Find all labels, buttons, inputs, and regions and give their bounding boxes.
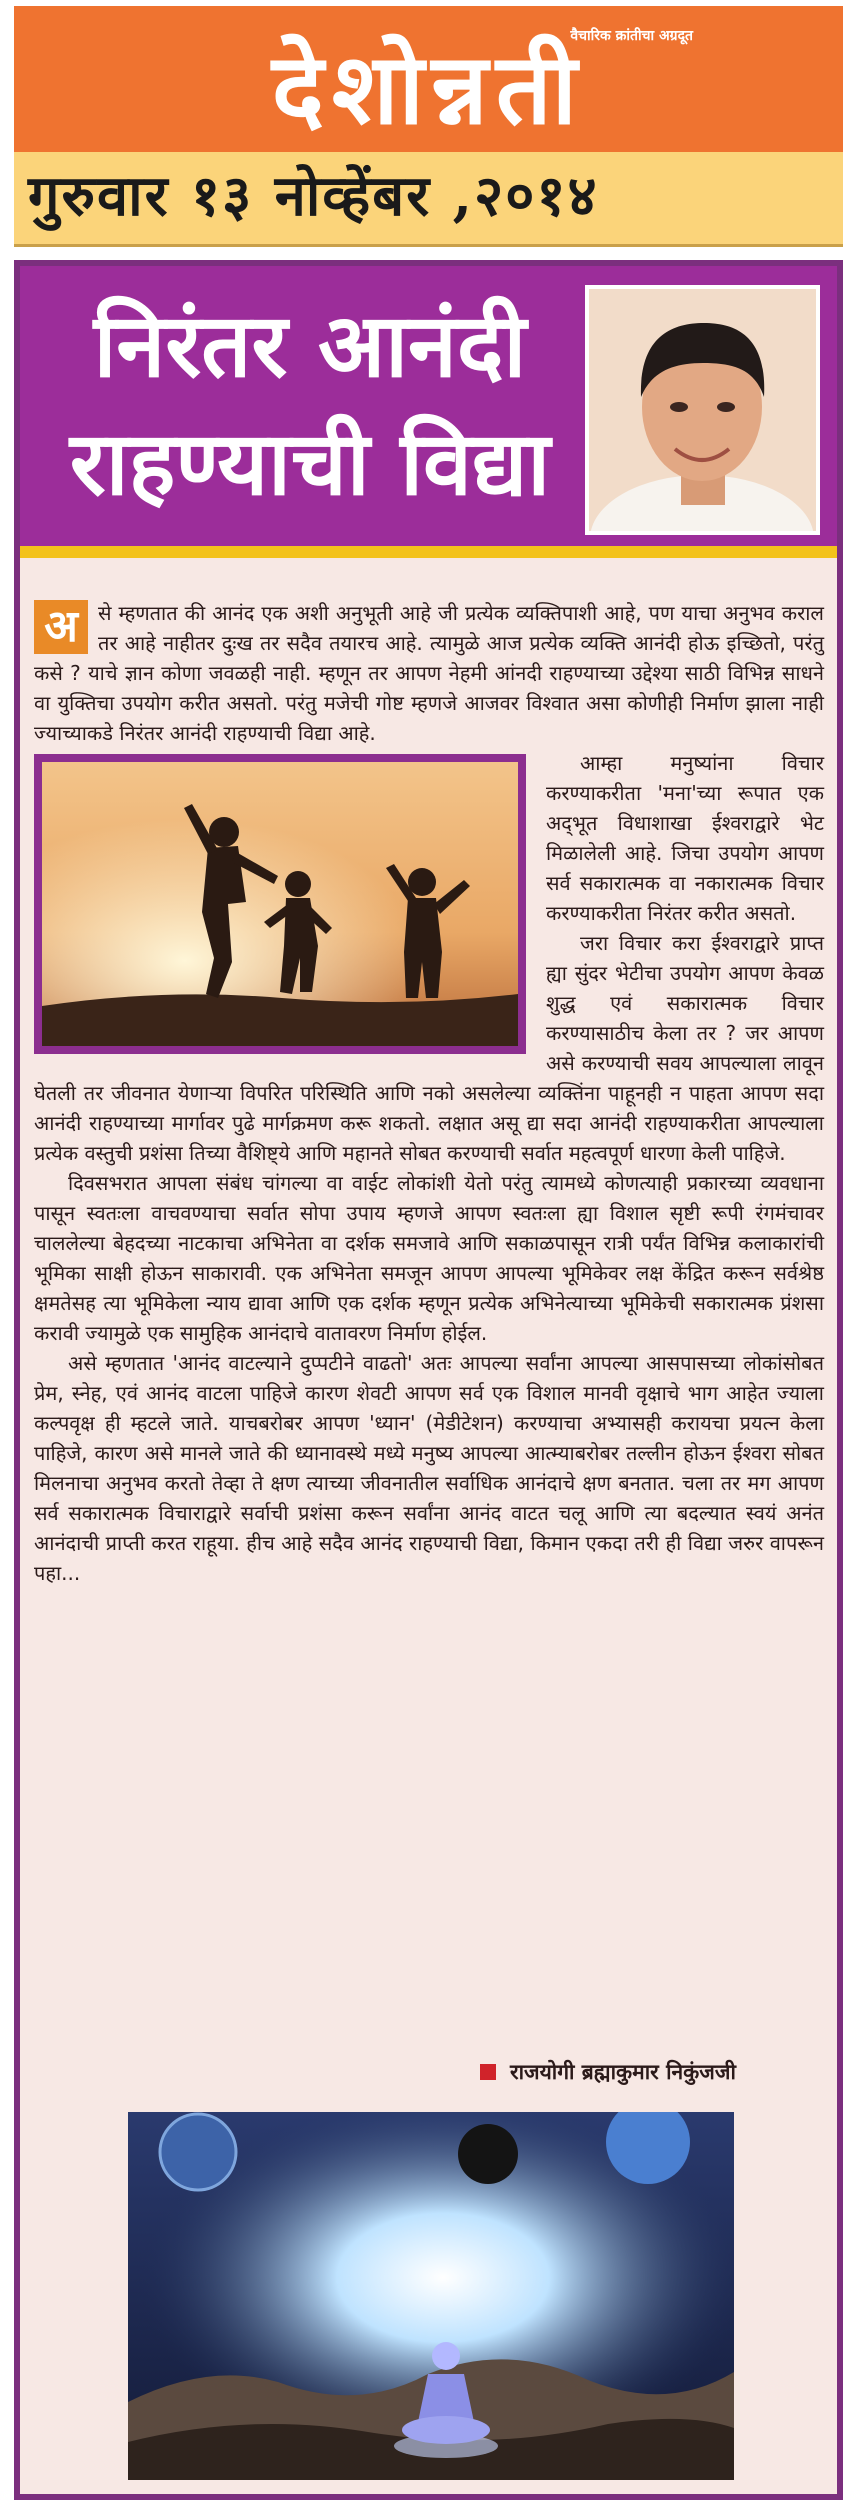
article-title bbox=[50, 286, 570, 522]
paragraph-3: जरा विचार करा ईश्वराद्वारे प्राप्त ह्या सुंदर भेटीचा उपयोग आपण केवळ शुद्ध एवं सकारात्मक विचार करण्यासाठीच केला तर ? जर आपण असे करण्याची सवय आपल्याला लावून घेतली तर जीवनात येणाऱ्या विपरित परिस्थिति आणि नको असलेल्या व्यक्तिंना पाहूनही न पाहता आपण सदा आनंदी राहण्याच्या मार्गावर पुढे मार्गक्रमण करू शकतो. लक्षात असू द्या सदा आनंदी राहण्याकरीता आपल्याला प्रत्येक वस्तुची प्रशंसा तिच्या वैशिष्ट्ये आणि महानते सोबत करण्याची सर्वात महत्वपूर्ण धारणा केली पाहिजे. bbox=[34, 931, 824, 1165]
red-square-icon bbox=[480, 2064, 496, 2080]
masthead-tagline: वैचारिक क्रांतीचा अग्रदूत bbox=[570, 28, 693, 44]
children-photo bbox=[34, 754, 526, 1054]
author-name: राजयोगी ब्रह्माकुमार निकुंजजी bbox=[510, 2060, 736, 2084]
author-byline bbox=[480, 2058, 736, 2086]
publication-date: गुरुवार १३ नोव्हेंबर ,२०१४ bbox=[28, 163, 599, 229]
masthead bbox=[14, 6, 843, 152]
paragraph-5: असे म्हणतात 'आनंद वाटल्याने दुप्पटीने वाढतो' अतः आपल्या सर्वांना आपल्या आसपासच्या लोकांसोबत प्रेम, स्नेह, एवं आनंद वाटला पाहिजे कारण शेवटी आपण सर्व एक विशाल मानवी वृक्षाचे भाग आहेत ज्याला कल्पवृक्ष ही म्हटले जाते. याचबरोबर आपण 'ध्यान' (मेडीटेशन) करण्याचा अभ्यासही करायचा प्रयत्न केला पाहिजे, कारण असे मानले जाते की ध्यानावस्थे मध्ये मनुष्य आपल्या आत्म्याबरोबर तल्लीन होऊन ईश्वरा सोबत मिलनाचा अनुभव करतो तेव्हा ते क्षण त्याच्या जीवनातील सर्वाधिक आनंदाचे क्षण बनतात. चला तर मग आपण सर्व सकारात्मक विचाराद्वारे सर्वाची प्रशंसा करून सर्वांना आनंद वाटत चलू आणि त्या बदल्यात स्वयं अनंत आनंदाची प्राप्ती करत राहूया. हीच आहे सदैव आनंद राहण्याची विद्या, किमान एकदा तरी ही विद्या जरुर वापरून पहा... bbox=[34, 1351, 824, 1585]
author-portrait-image bbox=[589, 289, 816, 531]
children-silhouette-image bbox=[42, 762, 518, 1046]
meditation-illustration bbox=[128, 2112, 734, 2480]
newspaper-logo: देशोन्नती bbox=[271, 32, 586, 147]
date-band bbox=[14, 152, 843, 247]
accent-rule bbox=[20, 546, 837, 558]
article-title-line-2: राहण्याची विद्या bbox=[69, 411, 551, 515]
paragraph-4: दिवसभरात आपला संबंध चांगल्या वा वाईट लोकांशी येतो परंतु त्यामध्ये कोणत्याही प्रकारच्या व्यवधाना पासून स्वतःला वाचवण्याचा सर्वात सोपा उपाय म्हणजे आपण स्वतःला ह्या विशाल सृष्टी रूपी रंगमंचावर चाललेल्या बेहदच्या नाटकाचा अभिनेता वा दर्शक समजावे आणि सकाळपासून रात्री पर्यंत विभिन्न कलाकारांची भूमिका साक्षी होऊन साकारावी. एक अभिनेता समजून आपण आपल्या भूमिकेवर लक्ष केंद्रित करून सर्वश्रेष्ठ क्षमतेसह त्या भूमिकेला न्याय द्यावा आणि एक दर्शक म्हणून प्रत्येक अभिनेत्याच्या भूमिकेची सकारात्मक प्रंशसा करावी ज्यामुळे एक सामुहिक आनंदाचे वातावरण निर्माण होईल. bbox=[34, 1171, 824, 1345]
article-body bbox=[34, 598, 824, 1588]
paragraph-2: आम्हा मनुष्यांना विचार करण्याकरीता 'मना'च्या रूपात एक अद्‌भूत विधाशाखा ईश्वराद्वारे भेट मिळालेली आहे. जिचा उपयोग आपण सर्व सकारात्मक वा नकारात्मक विचार करण्याकरीता निरंतर करीत असतो. bbox=[546, 751, 824, 925]
paragraph-1: से म्हणतात की आनंद एक अशी अनुभूती आहे जी प्रत्येक व्यक्तिपाशी आहे, पण याचा अनुभव कराल तर आहे नाहीतर दुःख तर सदैव तयारच आहे. त्यामुळे आज प्रत्येक व्यक्ति आनंदी होऊ इच्छितो, परंतु कसे ? याचे ज्ञान कोणा जवळही नाही. म्हणून तर आपण नेहमी आंनदी राहण्याच्या उद्देश्या साठी विभिन्न साधने वा युक्तिचा उपयोग करीत असतो. परंतु मजेची गोष्ट म्हणजे आजवर विश्वात असा कोणीही निर्माण झाला नाही ज्याच्याकडे निरंतर आनंदी राहण्याची विद्या आहे. bbox=[34, 601, 824, 745]
author-portrait bbox=[585, 285, 820, 535]
meditation-cosmos-image bbox=[128, 2112, 734, 2480]
drop-cap: अ bbox=[34, 600, 88, 654]
article-title-line-1: निरंतर आनंदी bbox=[93, 293, 527, 397]
